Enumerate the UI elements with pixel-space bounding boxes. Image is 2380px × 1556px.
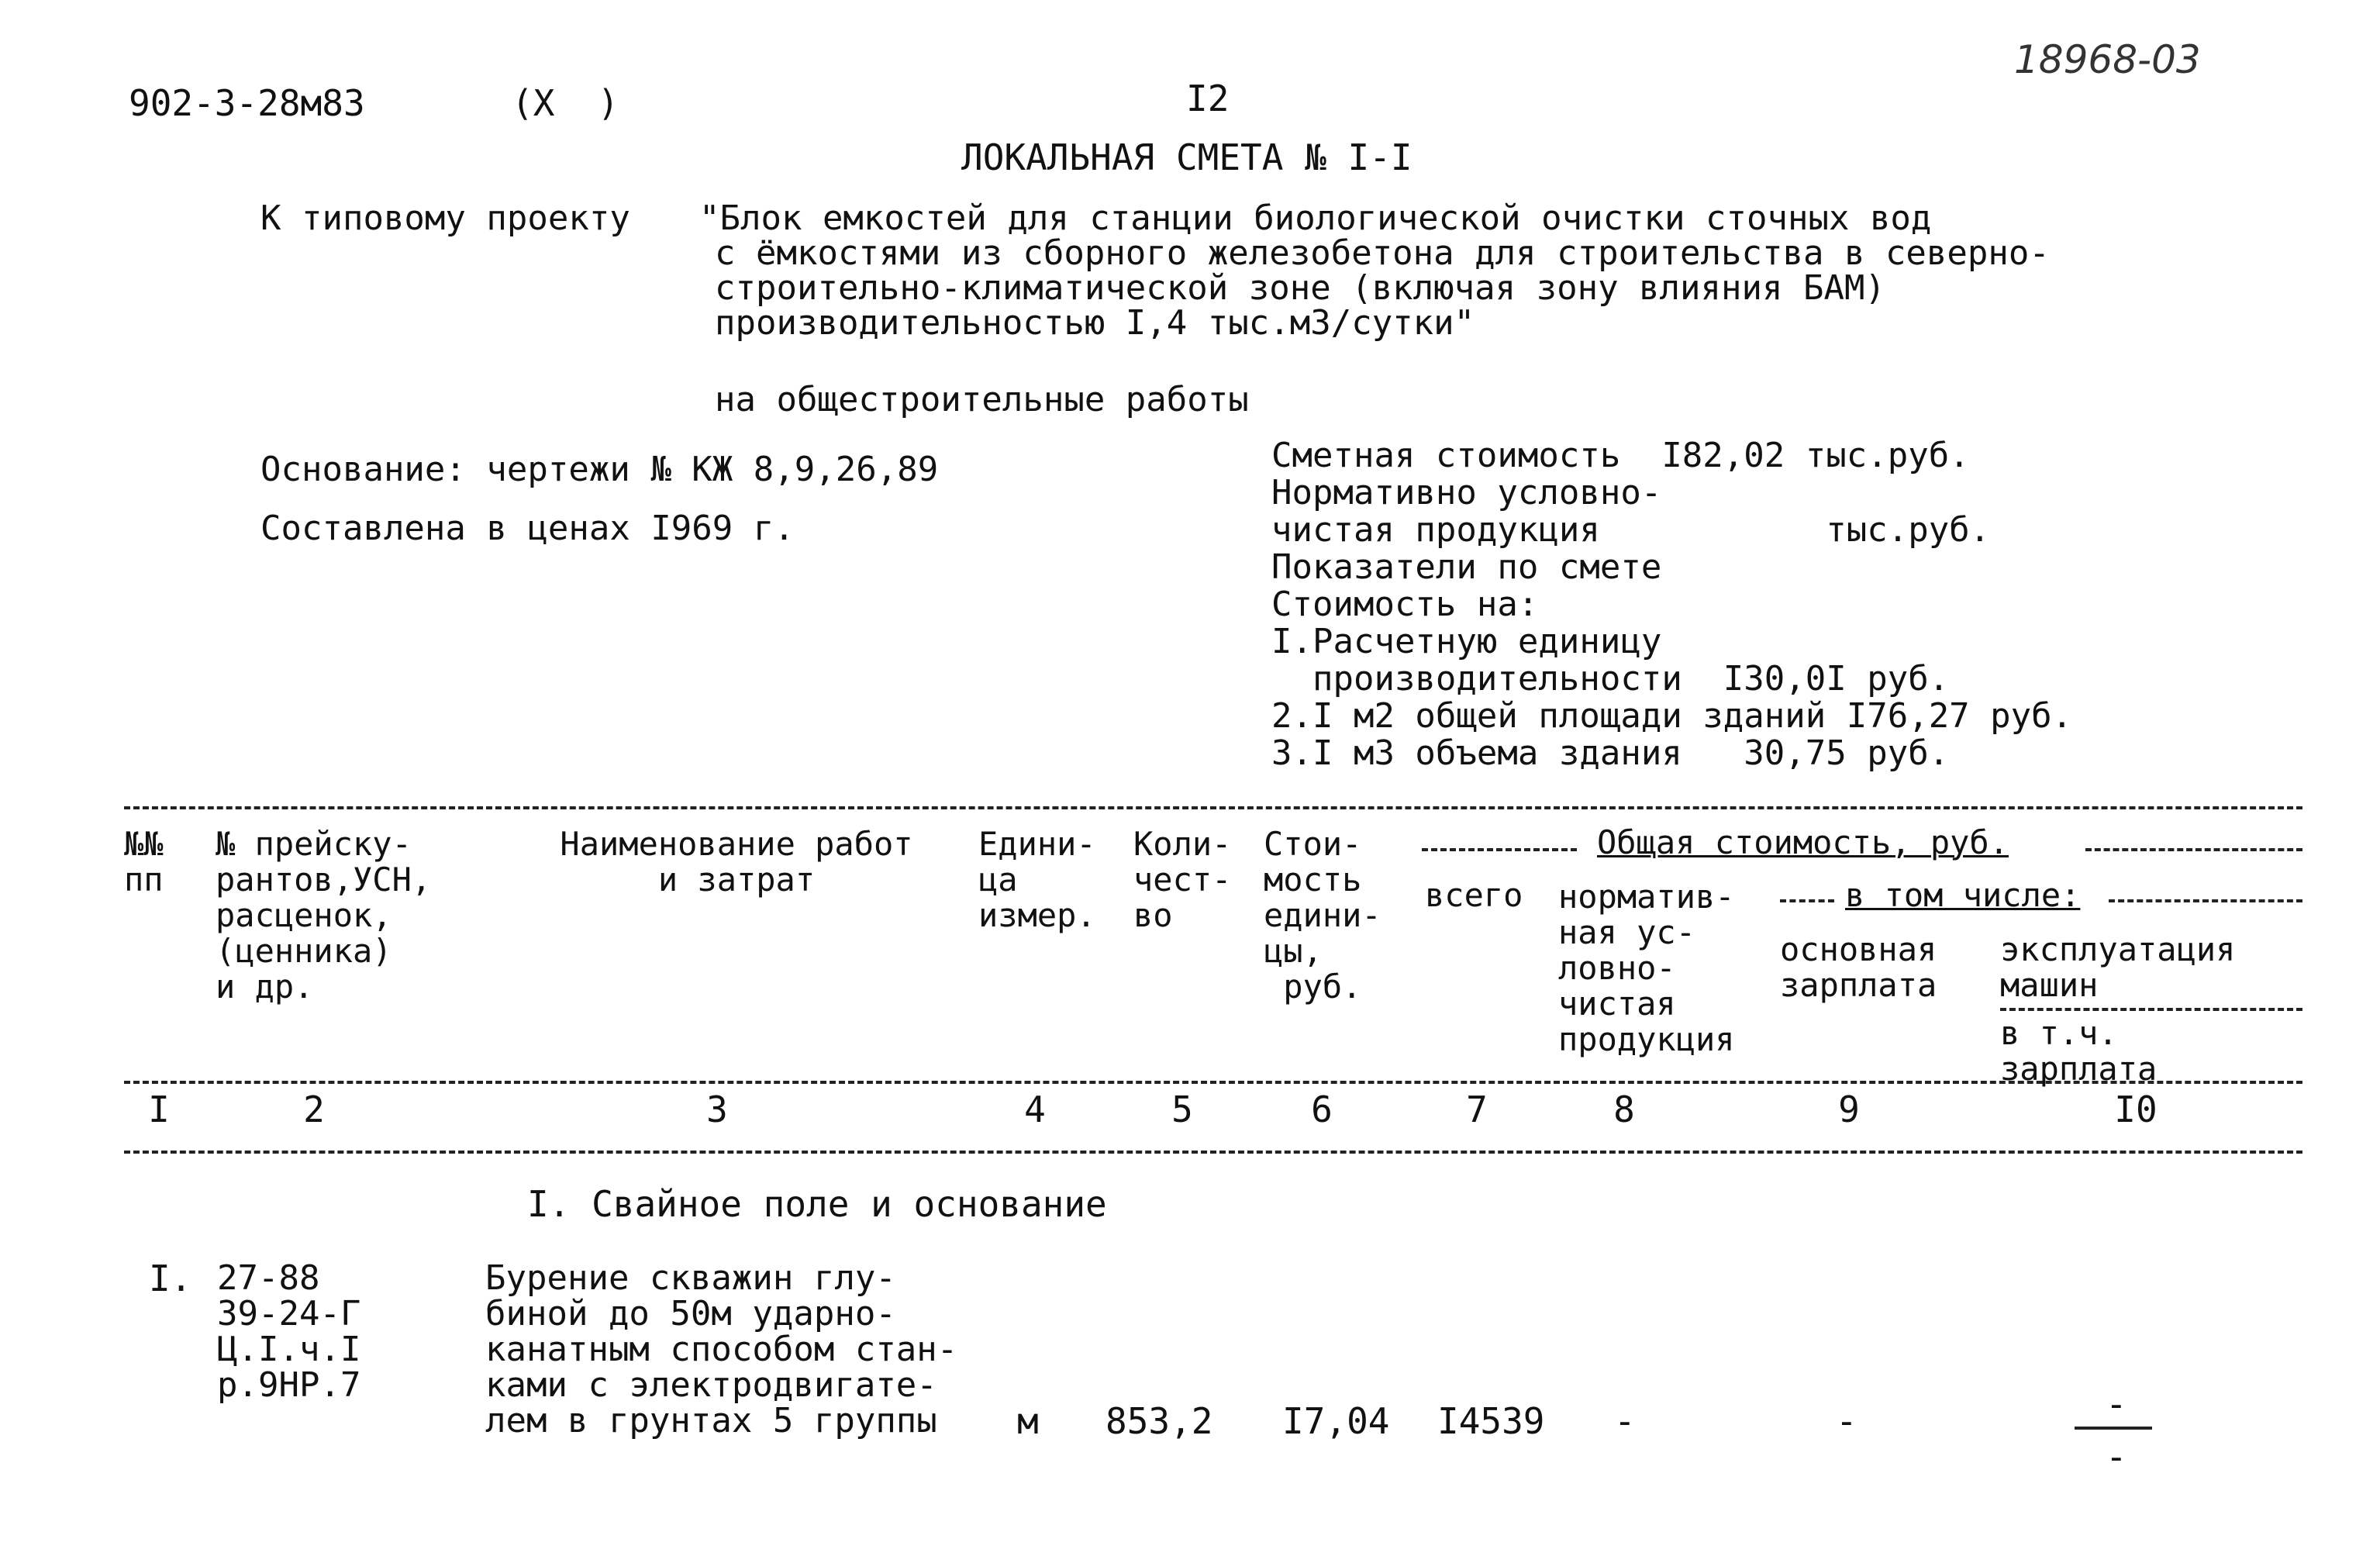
basis-prices: Составлена в ценах I969 г. (260, 509, 795, 548)
row-total: I4539 (1437, 1400, 1545, 1442)
row-npp: - (1614, 1400, 1636, 1442)
summary-line-5: Стоимость на: (1271, 585, 1539, 624)
summary-line-9: 3.I м3 объема здания 30,75 руб. (1271, 733, 1950, 773)
summary-line-3: чистая продукция тыс.руб. (1271, 510, 1991, 550)
project-line-2: с ёмкостями из сборного железобетона для строительства в северно- (715, 233, 2050, 273)
col-header-pricelist: № прейску- рантов,УСН, расценок, (ценника) и др. (216, 825, 432, 1006)
col-header-quantity: Коли- чест- во (1133, 825, 1232, 934)
col-index-5: 5 (1171, 1089, 1193, 1130)
col-index-2: 2 (303, 1089, 325, 1130)
project-line-3: строительно-климатической зоне (включая зону влияния БАМ) (715, 268, 1885, 308)
row-machine-wage: - (2106, 1436, 2127, 1478)
row-machine-operation: - (2106, 1383, 2127, 1425)
summary-line-6: I.Расчетную единицу (1271, 622, 1662, 661)
document-title: ЛОКАЛЬНАЯ СМЕТА № I-I (961, 136, 1412, 178)
series-mark: (X ) (512, 82, 619, 124)
archive-number: 18968-03 (2014, 37, 2201, 82)
table-top-rule (124, 806, 2302, 809)
project-prefix: К типовому проекту (260, 198, 630, 238)
project-line-4: производительностью I,4 тыс.м3/сутки" (715, 303, 1475, 343)
group-total-leader-right (2085, 848, 2302, 851)
project-line-1: "Блок емкостей для станции биологической очистки сточных вод (699, 198, 1932, 238)
col-header-number: №№ пп (124, 825, 164, 899)
basis-drawings: Основание: чертежи № КЖ 8,9,26,89 (260, 450, 939, 489)
col-header-work-name: Наименование работ и затрат (560, 825, 913, 899)
summary-line-7: производительности I30,0I руб. (1271, 659, 1950, 699)
summary-line-1: Сметная стоимость I82,02 тыс.руб. (1271, 436, 1970, 475)
col-header-npp: норматив- ная ус- ловно- чистая продукция (1558, 878, 1735, 1058)
col-header-group-total: Общая стоимость, руб. (1597, 823, 2009, 861)
col-index-6: 6 (1311, 1089, 1333, 1130)
document-code: 902-3-28м83 (129, 82, 365, 124)
col-index-10: I0 (2114, 1089, 2158, 1130)
col-index-3: 3 (706, 1089, 728, 1130)
col-header-total: всего (1425, 876, 1523, 914)
col-index-9: 9 (1838, 1089, 1860, 1130)
row-pricelist-refs: 27-88 39-24-Г Ц.I.ч.I р.9НР.7 (217, 1258, 361, 1405)
group-incl-leader-right (2109, 899, 2302, 902)
col10-split-rule (2000, 1008, 2302, 1011)
col-header-unit-cost: Стои- мость едини- цы, руб. (1264, 825, 1381, 1006)
col-header-machine-wage: в т.ч. зарплата (2000, 1014, 2158, 1088)
summary-line-2: Нормативно условно- (1271, 473, 1662, 512)
row-number: I. (149, 1258, 192, 1299)
group-total-leader-left (1422, 848, 1577, 851)
row-unit-cost: I7,04 (1282, 1400, 1390, 1442)
page-number: I2 (1186, 78, 1230, 119)
col-header-group-including: в том числе: (1845, 876, 2081, 914)
summary-line-4: Показатели по смете (1271, 547, 1662, 587)
row-unit: м (1017, 1400, 1039, 1442)
col-index-4: 4 (1024, 1089, 1046, 1130)
col-header-machine-operation: эксплуатация машин (2000, 930, 2236, 1004)
col-index-1: I (148, 1089, 170, 1130)
row-quantity: 853,2 (1105, 1400, 1213, 1442)
row-machine-fraction-bar (2075, 1427, 2152, 1430)
row-base-wage: - (1836, 1400, 1857, 1442)
col-header-unit: Едини- ца измер. (978, 825, 1096, 934)
work-type: на общестроительные работы (715, 380, 1249, 419)
table-header-bottom-rule (124, 1081, 2302, 1084)
col-header-base-wage: основная зарплата (1780, 930, 1937, 1004)
col-index-8: 8 (1613, 1089, 1635, 1130)
group-incl-leader-left (1780, 899, 1834, 902)
col-index-7: 7 (1466, 1089, 1488, 1130)
section-title: I. Свайное поле и основание (527, 1183, 1107, 1225)
summary-line-8: 2.I м2 общей площади зданий I76,27 руб. (1271, 696, 2073, 736)
table-numbers-bottom-rule (124, 1151, 2302, 1154)
row-work-name: Бурение скважин глу- биной до 50м ударно- канатным способом стан- ками с электродвигате- лем в грунтах 5 группы (485, 1258, 958, 1440)
